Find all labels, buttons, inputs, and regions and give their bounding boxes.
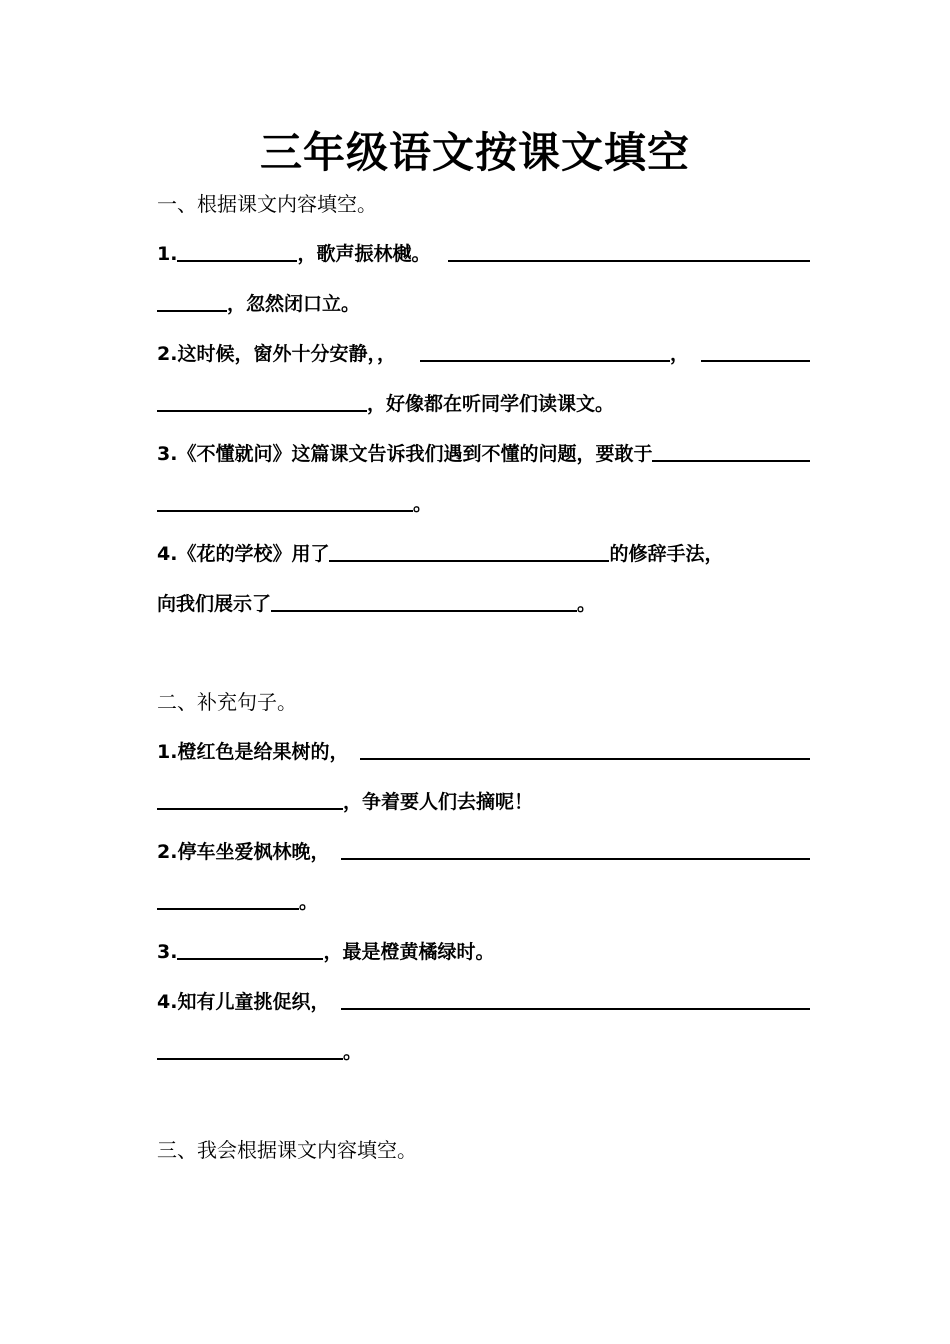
answer-blank[interactable] [341,838,810,860]
question-text: ，好像都在听同学们读课文。 [367,393,615,415]
question-1-3-line-a [157,436,810,466]
question-2-4-line-a [157,984,810,1014]
question-2-1-line-a [157,734,810,764]
question-text: 的修辞手法， [609,543,724,565]
question-1-1-line-b [157,286,810,316]
question-text: 向我们展示了 [157,593,272,615]
answer-blank[interactable] [701,340,810,362]
question-text: ，歌声振林樾。 [297,243,431,265]
answer-blank[interactable] [157,1038,343,1060]
section-1-heading [157,186,810,216]
section-heading-text: 三、我会根据课文内容填空。 [157,1138,417,1162]
section-3-heading [157,1132,810,1162]
question-text: 1.橙红色是给果树的， [157,741,349,763]
question-1-4-line-b [157,586,810,616]
question-text: 。 [343,1041,363,1063]
section-2-heading [157,684,810,714]
question-text: ，忽然闭口立。 [227,293,361,315]
question-text: 4.《花的学校》用了 [157,543,330,565]
question-text: ，争着要人们去摘呢！ [343,791,534,813]
question-1-2-line-a [157,336,810,366]
question-text: 2.这时候，窗外十分安静，， [157,343,396,365]
question-1-4-line-a [157,536,810,566]
question-2-2-line-a [157,834,810,864]
question-number: 3. [157,941,178,963]
question-text: 。 [577,593,597,615]
question-text: 。 [413,493,433,515]
question-1-1-line-a [157,236,810,266]
question-text: ， [669,343,689,365]
section-heading-text: 二、补充句子。 [157,690,297,714]
question-text: ，最是橙黄橘绿时。 [323,941,495,963]
question-1-3-line-b [157,486,810,516]
question-text: 。 [299,891,319,913]
question-2-1-line-b [157,784,810,814]
answer-blank[interactable] [177,240,297,262]
question-text: 2.停车坐爱枫林晚， [157,841,330,863]
question-2-4-line-b [157,1034,810,1064]
answer-blank[interactable] [157,390,367,412]
section-heading-text: 一、根据课文内容填空。 [157,192,377,216]
answer-blank[interactable] [420,340,670,362]
answer-blank[interactable] [341,988,810,1010]
question-2-2-line-b [157,884,810,914]
question-number: 1. [157,243,178,265]
question-text: 4.知有儿童挑促织， [157,991,330,1013]
answer-blank[interactable] [329,540,609,562]
answer-blank[interactable] [448,240,810,262]
answer-blank[interactable] [360,738,810,760]
answer-blank[interactable] [652,440,810,462]
answer-blank[interactable] [271,590,577,612]
answer-blank[interactable] [157,490,413,512]
question-1-2-line-b [157,386,810,416]
question-2-3-line [157,934,810,964]
answer-blank[interactable] [157,888,299,910]
answer-blank[interactable] [177,938,323,960]
answer-blank[interactable] [157,788,343,810]
answer-blank[interactable] [157,290,227,312]
question-text: 3.《不懂就问》这篇课文告诉我们遇到不懂的问题，要敢于 [157,443,653,465]
page-title: 三年级语文按课文填空 [259,128,690,177]
